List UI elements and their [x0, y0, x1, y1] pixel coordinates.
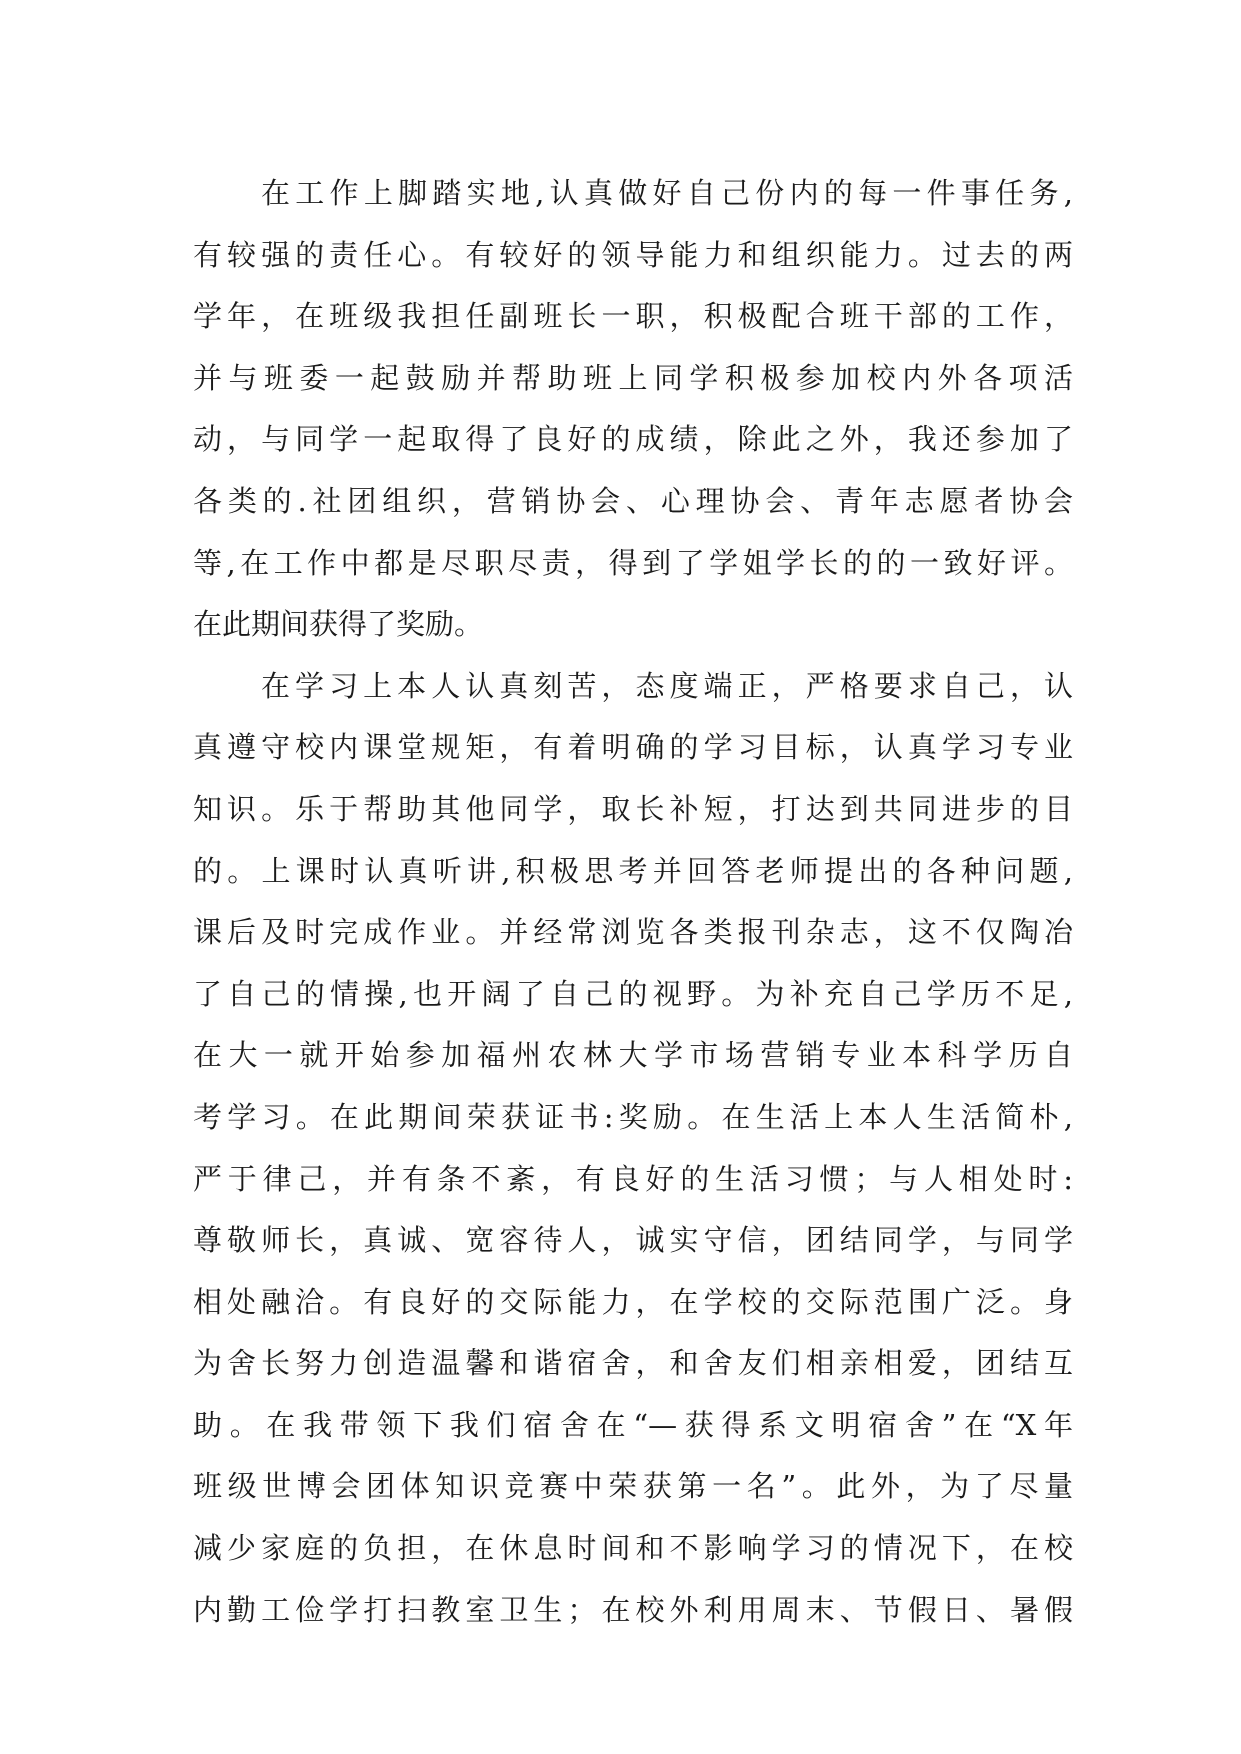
text-line: 在大一就开始参加福州农林大学市场营销专业本科学历自 [193, 1038, 1073, 1073]
text-line: 严于律己，并有条不紊，有良好的生活习惯；与人相处时: [193, 1161, 1073, 1196]
text-line: 各类的.社团组织，营销协会、心理协会、青年志愿者协会 [193, 483, 1073, 518]
text-line: 知识。乐于帮助其他同学，取长补短，打达到共同进步的目 [193, 791, 1073, 826]
text-line: 在工作上脚踏实地,认真做好自己份内的每一件事任务, [261, 176, 1073, 210]
text-line: 课后及时完成作业。并经常浏览各类报刊杂志，这不仅陶冶 [193, 915, 1073, 950]
text-line: 相处融洽。有良好的交际能力，在学校的交际范围广泛。身 [193, 1284, 1073, 1319]
text-line: 助。在我带领下我们宿舍在“—获得系文明宿舍”在“X年 [193, 1407, 1073, 1442]
text-line: 尊敬师长，真诚、宽容待人，诚实守信，团结同学，与同学 [193, 1223, 1073, 1258]
text-line: 了自己的情操,也开阔了自己的视野。为补充自己学历不足, [193, 976, 1073, 1011]
text-line: 内勤工俭学打扫教室卫生；在校外利用周末、节假日、暑假 [193, 1592, 1073, 1627]
text-line: 考学习。在此期间荣获证书:奖励。在生活上本人生活简朴, [193, 1099, 1073, 1134]
text-line: 等,在工作中都是尽职尽责，得到了学姐学长的的一致好评。 [193, 545, 1073, 580]
text-line: 在此期间获得了奖励。 [193, 607, 484, 642]
paragraph-work [193, 163, 1073, 656]
text-line: 的。上课时认真听讲,积极思考并回答老师提出的各种问题, [193, 853, 1073, 888]
text-line: 在学习上本人认真刻苦，态度端正，严格要求自己，认 [261, 668, 1073, 703]
text-line: 有较强的责任心。有较好的领导能力和组织能力。过去的两 [193, 237, 1073, 272]
text-line: 减少家庭的负担，在休息时间和不影响学习的情况下，在校 [193, 1531, 1073, 1566]
text-line: 学年，在班级我担任副班长一职，积极配合班干部的工作， [193, 299, 1073, 334]
text-line: 动，与同学一起取得了良好的成绩，除此之外，我还参加了 [193, 422, 1073, 457]
document-body [193, 163, 1073, 1641]
text-line: 并与班委一起鼓励并帮助班上同学积极参加校内外各项活 [193, 360, 1073, 395]
text-line: 真遵守校内课堂规矩，有着明确的学习目标，认真学习专业 [193, 730, 1073, 765]
text-line: 为舍长努力创造温馨和谐宿舍，和舍友们相亲相爱，团结互 [193, 1346, 1073, 1381]
paragraph-study [193, 656, 1073, 1642]
text-line: 班级世博会团体知识竞赛中荣获第一名”。此外，为了尽量 [193, 1469, 1073, 1504]
